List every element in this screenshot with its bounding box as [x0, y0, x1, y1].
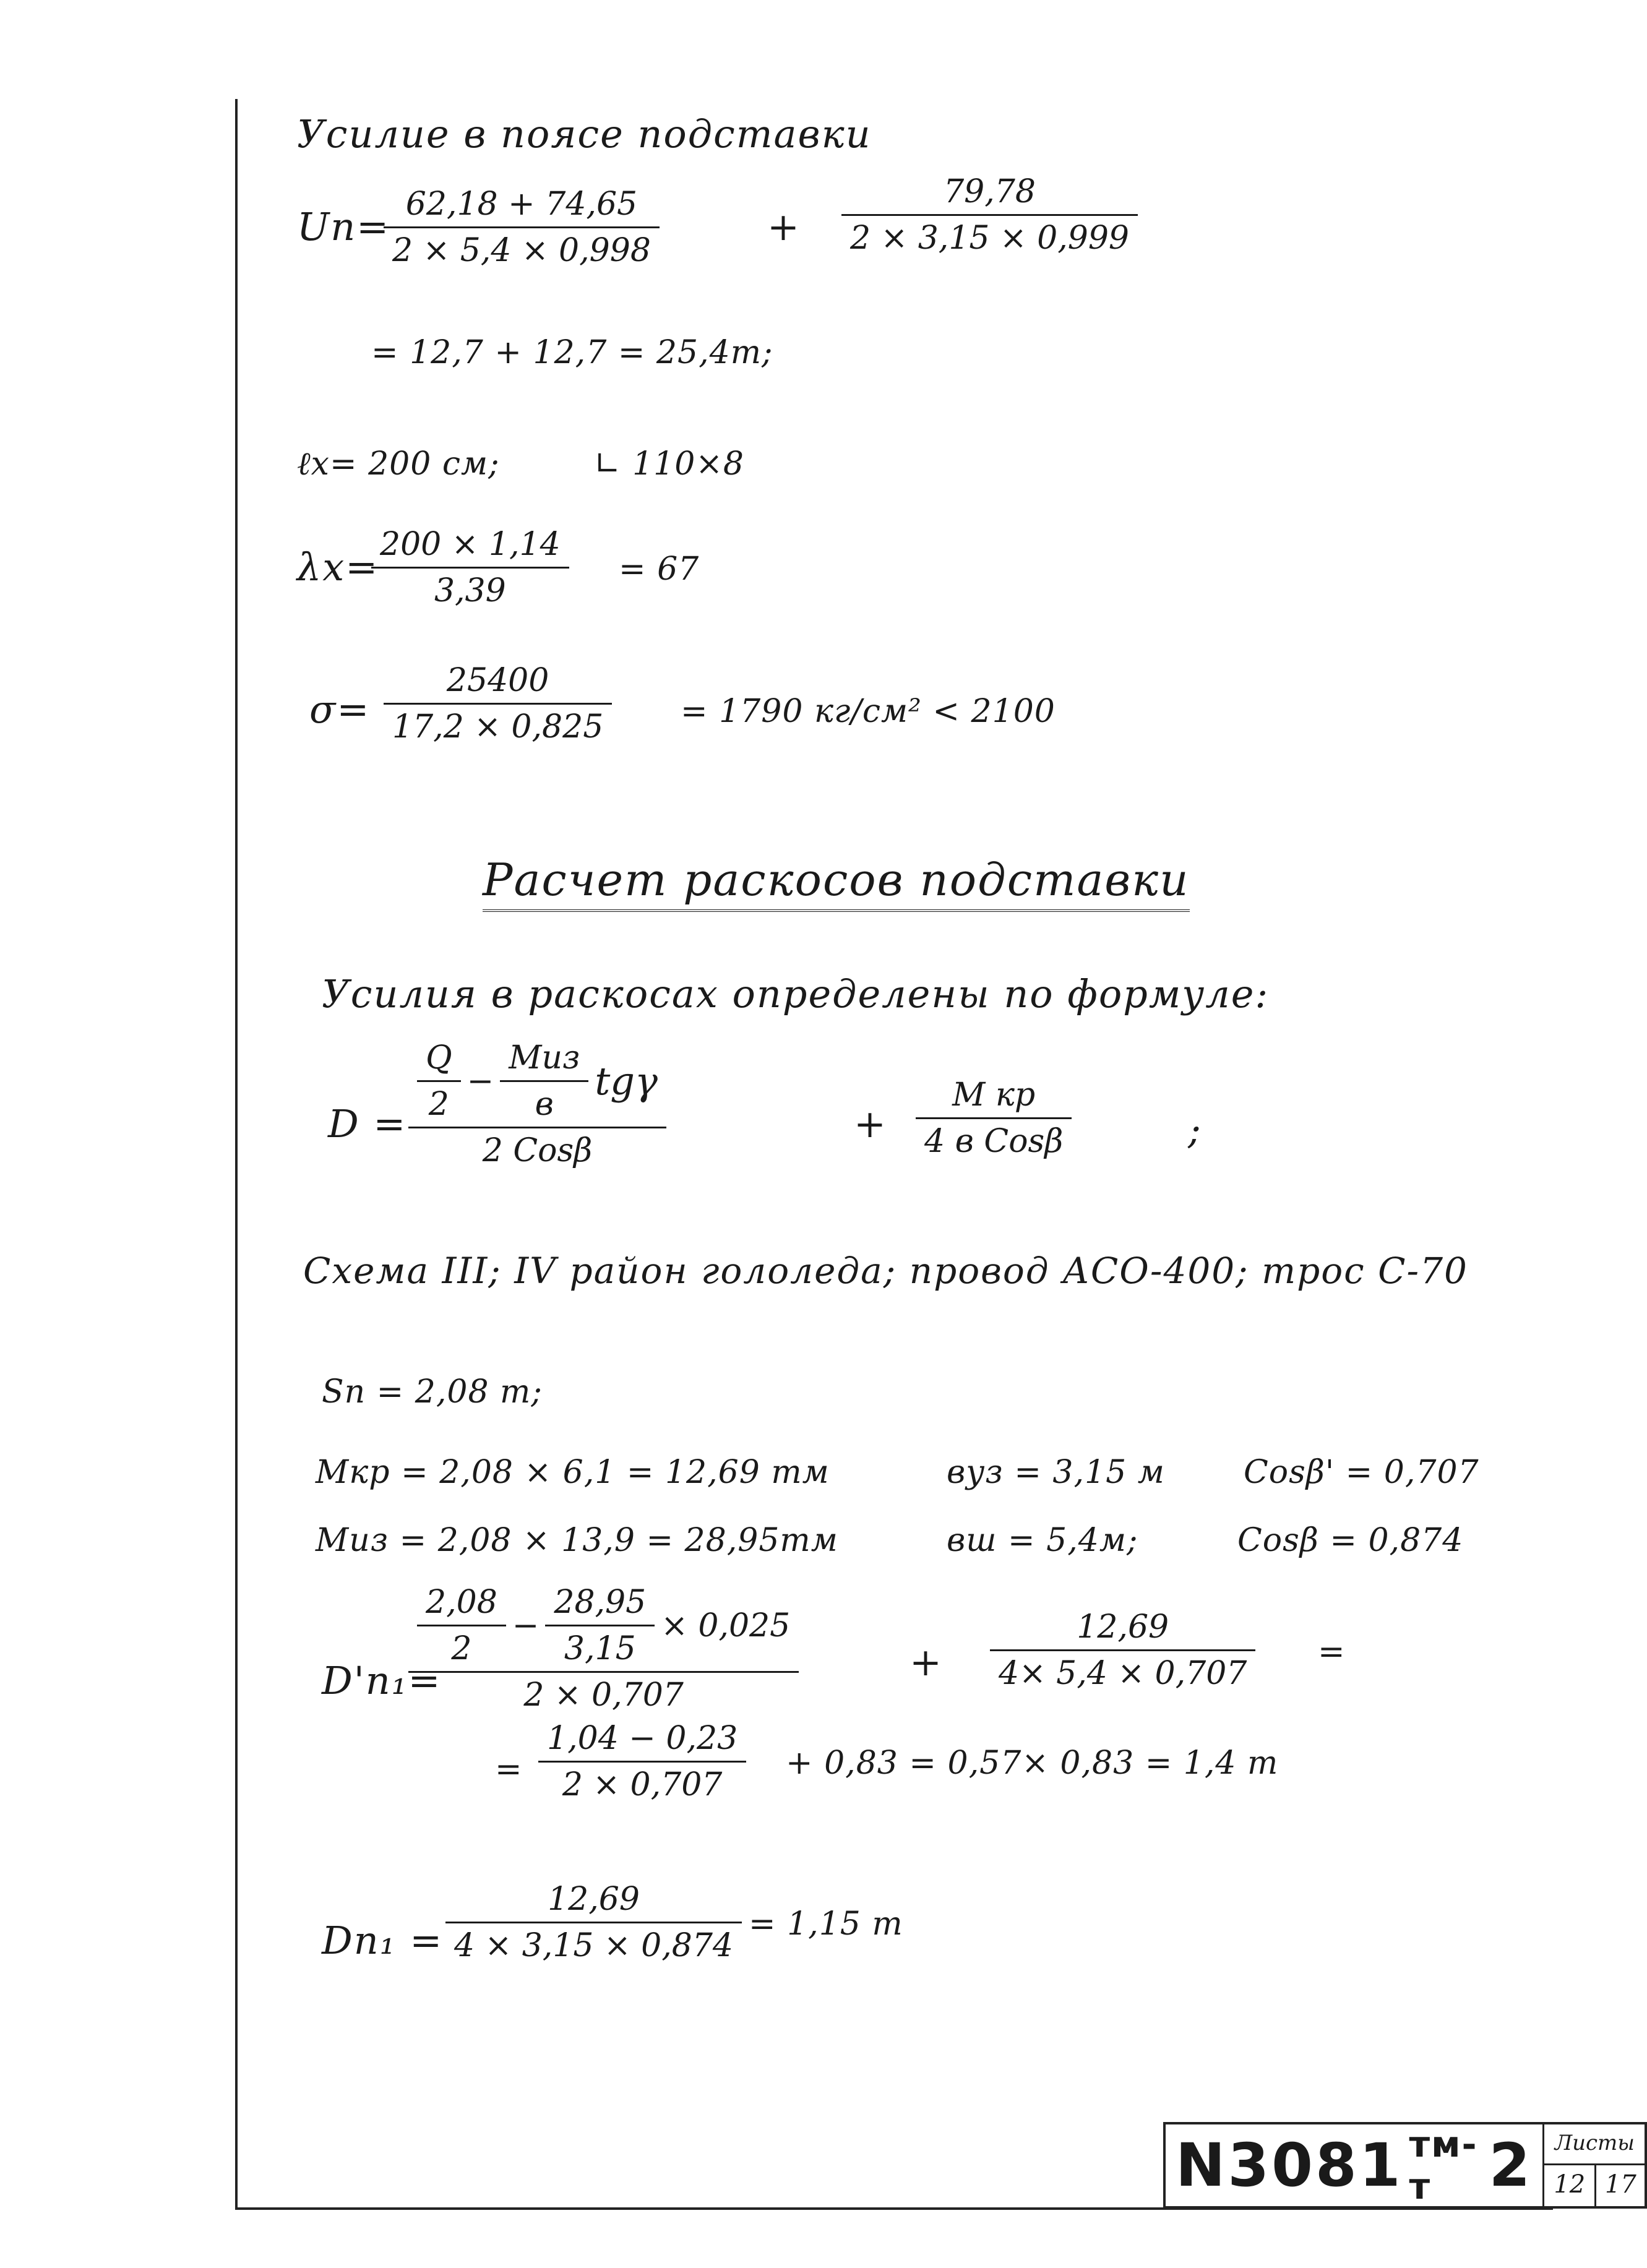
b-uz-value: вуз = 3,15 м [947, 1454, 1165, 1491]
b-bar [545, 1625, 655, 1626]
dp1-prime-lhs: D'п₁= [322, 1658, 442, 1703]
d-lhs: D = [328, 1101, 407, 1146]
d-plus: + [854, 1101, 887, 1146]
m-fraction [500, 1039, 588, 1123]
lambda-result: = 67 [619, 551, 700, 588]
u-lhs: Uп= [297, 204, 390, 249]
d-second-numerator: М кр [952, 1076, 1036, 1114]
step-numerator: 1,04 − 0,23 [547, 1720, 738, 1757]
sigma-result: = 1790 кг/см² < 2100 [681, 693, 1056, 730]
u-f1-numerator: 62,18 + 74,65 [405, 186, 638, 223]
u-fraction-1 [384, 186, 660, 269]
sheet-total: 17 [1594, 2165, 1645, 2206]
a-fraction [417, 1584, 506, 1667]
dp1-main-denominator: 2 × 0,707 [523, 1677, 684, 1714]
cos-beta-prime: Cosβ' = 0,707 [1244, 1454, 1479, 1491]
lambda-bar [371, 567, 569, 569]
sigma-denominator: 17,2 × 0,825 [392, 708, 604, 745]
sigma-numerator: 25400 [446, 662, 549, 699]
step-fraction [538, 1720, 746, 1803]
d-main-numerator [408, 1039, 666, 1123]
step-denominator: 2 × 0,707 [562, 1766, 723, 1803]
u-fraction-2 [841, 173, 1138, 257]
dp1-main-numerator [408, 1584, 799, 1667]
dp1-plus: + [910, 1639, 943, 1685]
dp1-bar [445, 1922, 742, 1923]
step-result: + 0,83 = 0,57× 0,83 = 1,4 т [786, 1745, 1279, 1782]
q-bar [417, 1080, 461, 1082]
tg-gamma: tgγ [595, 1058, 658, 1104]
step-bar [538, 1761, 746, 1763]
angle-profile: ∟ 110×8 [594, 445, 745, 483]
dp1-result: = 1,15 т [749, 1905, 903, 1943]
dp1-equals: = [1318, 1633, 1346, 1670]
sheet-numbers [1544, 2165, 1645, 2206]
dp1-fraction [445, 1881, 742, 1964]
dp1-second-denominator: 4× 5,4 × 0,707 [999, 1655, 1247, 1692]
q-fraction [417, 1039, 461, 1123]
m-numerator: Мuз [509, 1039, 580, 1076]
dp1-main-bar [408, 1671, 799, 1673]
lambda-fraction [371, 526, 569, 609]
dp1-lhs: Dп₁ = [322, 1918, 444, 1963]
b-denominator: 3,15 [564, 1630, 636, 1667]
drawing-stamp [1163, 2122, 1647, 2209]
m-kr-value: Мкр = 2,08 × 6,1 = 12,69 тм [316, 1454, 830, 1491]
d-end: ; [1188, 1107, 1202, 1153]
m-bar [500, 1080, 588, 1082]
d-minus: − [467, 1062, 494, 1100]
stamp-suffix: тм-т [1409, 2123, 1478, 2207]
dp1-mul: × 0,025 [661, 1607, 791, 1644]
dp1-second-bar [990, 1649, 1255, 1651]
d-main-bar [408, 1127, 666, 1128]
sheet-number: 12 [1554, 2170, 1586, 2199]
a-bar [417, 1625, 506, 1626]
scheme-line: Схема III; IV район гололеда; провод АСО-400; трос С-70 [303, 1250, 1468, 1292]
u-f2-denominator: 2 × 3,15 × 0,999 [850, 220, 1129, 257]
sheet-box [1542, 2124, 1645, 2206]
heading-force-in-chord: Усилие в поясе подставки [297, 111, 872, 157]
sigma-fraction [384, 662, 612, 745]
sigma-bar [384, 703, 612, 705]
u-f1-bar [384, 226, 660, 228]
section-heading: Расчет раскосов подставки [483, 854, 1190, 912]
dp1-minus: − [512, 1607, 540, 1644]
dp1-main-fraction [408, 1584, 799, 1714]
b-numerator: 28,95 [554, 1584, 647, 1621]
m-denominator: в [535, 1086, 554, 1123]
dp1-second-numerator: 12,69 [1077, 1609, 1169, 1646]
d-second-denominator: 4 в Cosβ [924, 1123, 1064, 1160]
lambda-lhs: λx= [297, 544, 379, 590]
d-main-denominator: 2 Cosβ [482, 1132, 593, 1169]
u-f2-bar [841, 214, 1138, 216]
d-main-fraction [408, 1039, 666, 1169]
d-second-fraction [916, 1076, 1072, 1160]
length-value: ℓx= 200 см; [297, 445, 500, 483]
dp1-second-fraction [990, 1609, 1255, 1692]
d-second-bar [916, 1117, 1072, 1119]
q-denominator: 2 [428, 1086, 449, 1123]
a-denominator: 2 [451, 1630, 472, 1667]
margin-line [235, 99, 238, 2209]
step-equals: = [495, 1751, 523, 1788]
s-value: Sп = 2,08 т; [322, 1373, 543, 1411]
stamp-code: N3081 [1176, 2131, 1403, 2200]
m-uz-value: Мuз = 2,08 × 13,9 = 28,95тм [316, 1522, 838, 1559]
sigma-lhs: σ= [309, 687, 371, 732]
b-fraction [545, 1584, 655, 1667]
document-code [1166, 2124, 1542, 2206]
a-numerator: 2,08 [426, 1584, 497, 1621]
u-f2-numerator: 79,78 [944, 173, 1036, 210]
u-f1-denominator: 2 × 5,4 × 0,998 [392, 232, 651, 269]
q-numerator: Q [426, 1039, 452, 1076]
u-plus: + [767, 204, 801, 249]
lambda-numerator: 200 × 1,14 [380, 526, 561, 563]
formula-intro: Усилия в раскосах определены по формуле: [322, 971, 1270, 1016]
dp1-numerator: 12,69 [548, 1881, 640, 1918]
u-result: = 12,7 + 12,7 = 25,4т; [371, 334, 773, 371]
lambda-denominator: 3,39 [434, 572, 506, 609]
dp1-denominator: 4 × 3,15 × 0,874 [454, 1927, 733, 1964]
b-sh-value: вш = 5,4м; [947, 1522, 1138, 1559]
stamp-number: 2 [1489, 2131, 1533, 2200]
sheet-label: Листы [1544, 2124, 1645, 2165]
cos-beta: Cosβ = 0,874 [1237, 1522, 1464, 1559]
